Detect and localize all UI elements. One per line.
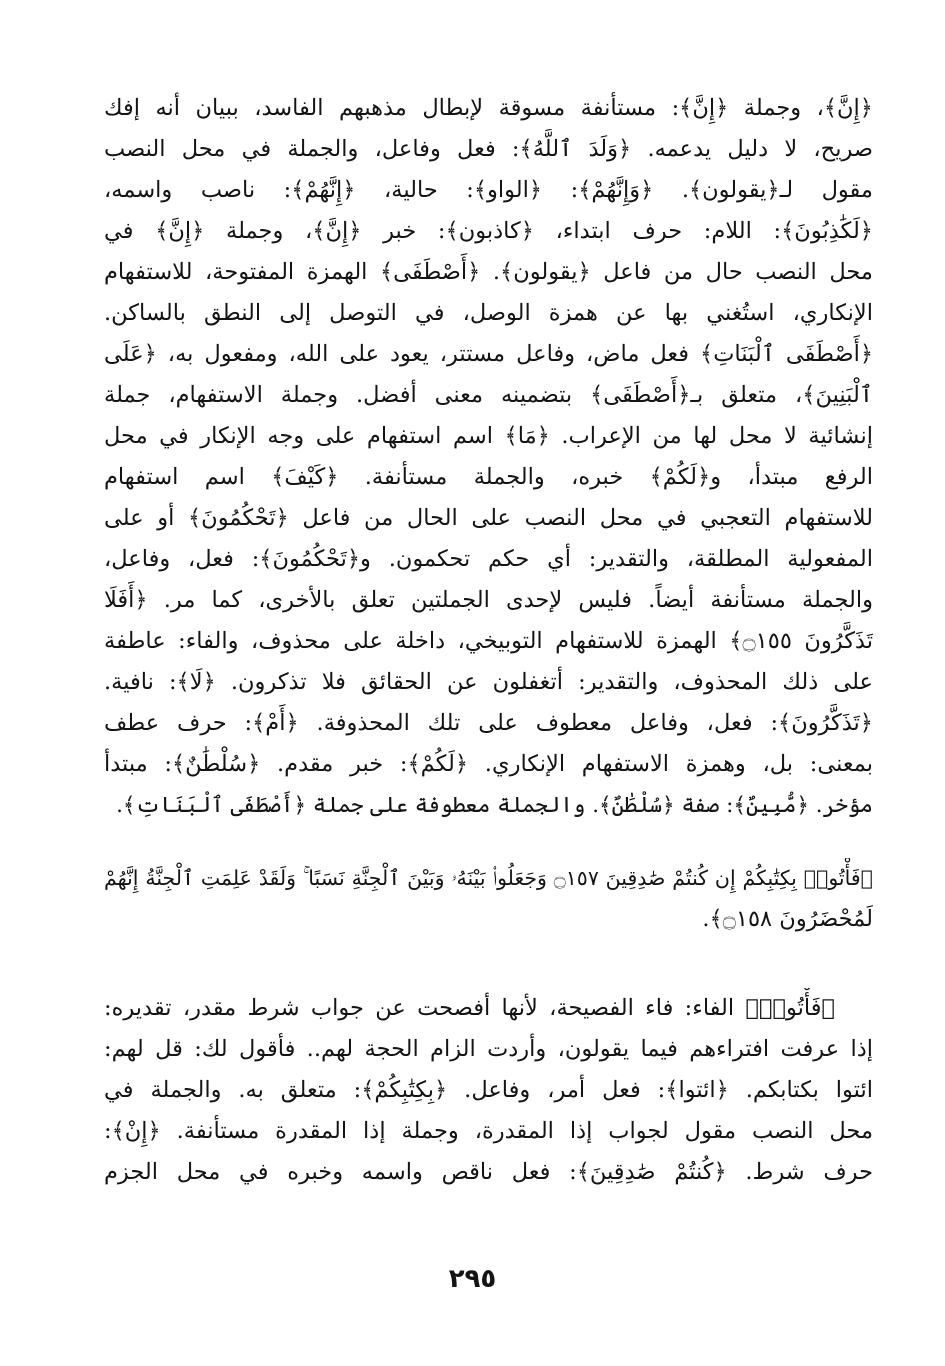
commentary-paragraph	[104, 88, 873, 826]
text-line: مؤخر. ﴿مُّبِينٌ﴾: صفة ﴿سُلْطَٰنٌ﴾. والجملة معطوفة على جملة ﴿أَصْطَفَى ٱلْبَنَاتِ﴾.	[116, 793, 873, 818]
text-line: إذا عرفت افتراءهم فيما يقولون، وأردت الزام الحجة لهم.. فأقول لك: قل لهم:	[104, 1036, 873, 1062]
text-line: والجملة مستأنفة أيضاً. فليس لإحدى الجملتين تعلق بالأخرى، كما مر. ﴿أَفَلَا	[104, 587, 873, 613]
text-line: مقول لـ﴿يقولون﴾. ﴿وَإِنَّهُمْ﴾: ﴿الواو﴾: حالية، ﴿إِنَّهُمْ﴾: ناصب واسمه،	[104, 177, 873, 203]
text-line: صريح، لا دليل يدعمه. ﴿وَلَدَ ٱللَّهُ﴾: فعل وفاعل، والجملة في محل النصب	[104, 136, 873, 162]
text-line: إنشائية لا محل لها من الإعراب. ﴿مَا﴾ اسم استفهام على وجه الإنكار في محل	[104, 423, 873, 449]
text-line: الرفع مبتدأ، و﴿لَكُمْ﴾ خبره، والجملة مستأنفة. ﴿كَيْفَ﴾ اسم استفهام	[104, 464, 873, 490]
text-line: تَذَكَّرُونَ ۝١٥٥﴾ الهمزة للاستفهام التوبيخي، داخلة على محذوف، والفاء: عاطفة	[104, 628, 873, 654]
page-number: ٢٩٥	[448, 1264, 497, 1294]
text-line: ﴿لَكَٰذِبُونَ﴾: اللام: حرف ابتداء، ﴿كاذبون﴾: خبر ﴿إِنَّ﴾، وجملة ﴿إِنَّ﴾ في	[104, 218, 873, 244]
text-line: محل النصب مقول لجواب إذا المقدرة، وجملة إذا المقدرة مستأنفة. ﴿إِنْ﴾:	[104, 1118, 873, 1144]
text-line: ٱلْبَنِينَ﴾، متعلق بـ﴿أَصْطَفَى﴾ بتضمينه معنى أفضل. وجملة الاستفهام، جملة	[104, 382, 873, 408]
text-line: ﴿فَأْتُوا۟﴾ الفاء: فاء الفصيحة، لأنها أفصحت عن جواب شرط مقدر، تقديره:	[104, 995, 835, 1021]
verse-line: ﴿فَأْتُوا۟ بِكِتَٰبِكُمْ إِن كُنتُمْ صَٰدِقِينَ ۝١٥٧ وَجَعَلُوا۟ بَيْنَهُۥ وَبَيْنَ ٱلْجِنَّةِ نَسَبًا ۚ وَلَقَدْ عَلِمَتِ ٱلْجِنَّةُ إِنَّهُمْ	[104, 866, 873, 890]
text-line: ﴿إِنَّ﴾، وجملة ﴿إِنَّ﴾: مستأنفة مسوقة لإبطال مذهبهم الفاسد، ببيان أنه إفك	[104, 95, 873, 121]
text-line: بمعنى: بل، وهمزة الاستفهام الإنكاري. ﴿لَكُمْ﴾: خبر مقدم. ﴿سُلْطَٰنٌ﴾: مبتدأ	[104, 751, 873, 777]
text-line: للاستفهام التعجبي في محل النصب على الحال من فاعل ﴿تَحْكُمُونَ﴾ أو على	[104, 505, 873, 531]
text-line: على ذلك المحذوف، والتقدير: أتغفلون عن الحقائق فلا تذكرون. ﴿لَا﴾: نافية.	[104, 669, 873, 695]
text-line: ائتوا بكتابكم. ﴿ائتوا﴾: فعل أمر، وفاعل. ﴿بِكِتَٰبِكُمْ﴾: متعلق به. والجملة في	[104, 1077, 873, 1103]
verse-line: لَمُحْضَرُونَ ۝١٥٨﴾.	[702, 906, 873, 932]
text-line: الإنكاري، استُغني بها عن همزة الوصل، في التوصل إلى النطق بالساكن.	[104, 300, 873, 326]
text-line: ﴿أَصْطَفَى ٱلْبَنَاتِ﴾ فعل ماض، وفاعل مستتر، يعود على الله، ومفعول به، ﴿عَلَى	[104, 341, 873, 367]
text-line: محل النصب حال من فاعل ﴿يقولون﴾. ﴿أَصْطَفَى﴾ الهمزة المفتوحة، للاستفهام	[104, 259, 873, 285]
text-line: ﴿تَذَكَّرُونَ﴾: فعل، وفاعل معطوف على تلك المحذوفة. ﴿أَمْ﴾: حرف عطف	[104, 710, 873, 736]
text-line: حرف شرط. ﴿كُنتُمْ صَٰدِقِينَ﴾: فعل ناقص واسمه وخبره في محل الجزم	[104, 1159, 873, 1185]
commentary-paragraph	[104, 988, 873, 1193]
quran-verse-block	[104, 858, 873, 940]
text-line: المفعولية المطلقة، والتقدير: أي حكم تحكمون. و﴿تَحْكُمُونَ﴾: فعل، وفاعل،	[104, 546, 873, 572]
